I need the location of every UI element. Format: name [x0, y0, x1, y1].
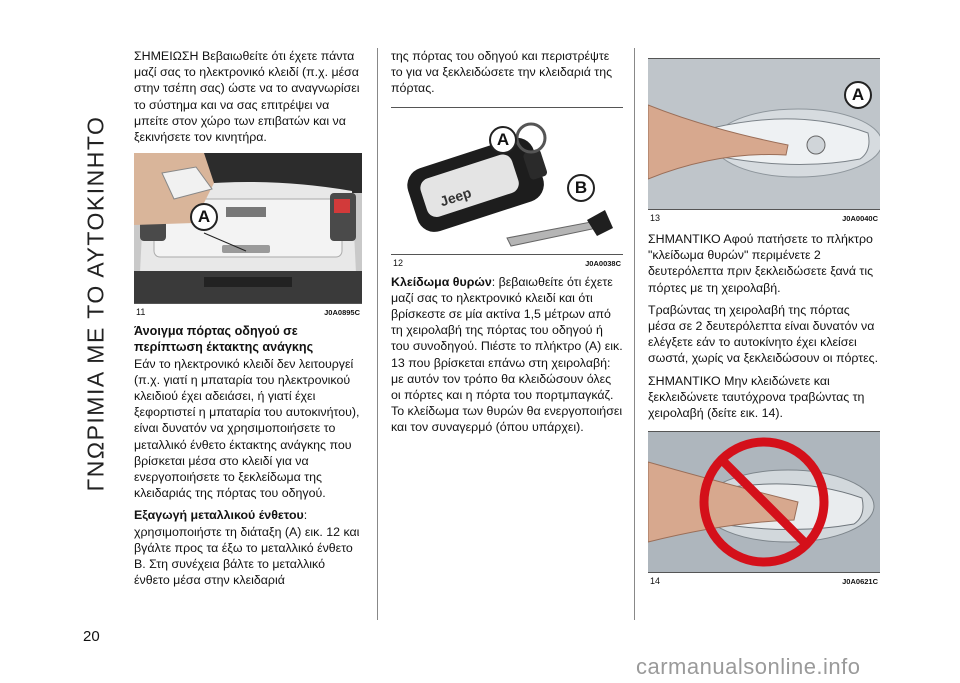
column-3: [648, 48, 880, 586]
page-number: 20: [83, 628, 100, 645]
important-note-2: ΣΗΜΑΝΤΙΚΟ Μην κλειδώνετε και ξεκλειδώνετε ταυτόχρονα τραβώντας τη χειρολαβή (δείτε εικ. 14).: [648, 373, 865, 421]
callout-b-label: B: [574, 177, 588, 197]
key-brand-label: Jeep: [437, 183, 474, 209]
figure-11: [134, 153, 362, 317]
figure-14-image: [648, 432, 880, 572]
figure-code: J0A0040C: [842, 214, 878, 223]
door-handle-press-illustration: [648, 59, 880, 209]
watermark: carmanualsonline.info: [636, 654, 861, 679]
chapter-side-title: [76, 48, 116, 558]
figure-number: 13: [650, 213, 661, 223]
metal-insert-text: : χρησιμοποιήστε τη διάταξη (A) εικ. 12 και βγάλτε προς τα έξω το μεταλλικό ένθετο B. Στη συνέχεια βάλτε το μεταλλικό ένθετο μέσα στην κλειδαριά: [134, 508, 360, 588]
callout-a-label: A: [197, 207, 211, 227]
note-paragraph: ΣΗΜΕΙΩΣΗ Βεβαιωθείτε ότι έχετε πάντα μαζί σας το ηλεκτρονικό κλειδί (π.χ. μέσα στην τσέπη σας) ώστε να το αναγνωρίσει το σύστημα και να σας επιτρέψει να μπείτε στον χώρο των επιβατών και να ξεκινήσετε τον κινητήρα.: [134, 49, 360, 145]
callout-a-label: A: [496, 129, 510, 149]
figure-12: [391, 107, 623, 268]
door-lock-paragraph: [391, 274, 623, 436]
figure-14: [648, 431, 880, 586]
figure-13-caption: [648, 209, 880, 223]
callout-b: [567, 174, 595, 202]
car-rear-illustration: [134, 153, 362, 303]
figure-code: J0A0038C: [585, 258, 621, 268]
figure-code: J0A0621C: [842, 577, 878, 587]
column-divider: [634, 48, 635, 620]
figure-number: 12: [393, 257, 404, 268]
metal-insert-paragraph: [134, 507, 362, 588]
door-lock-label: Κλείδωμα θυρών: [391, 274, 492, 289]
figure-14-caption: [648, 572, 880, 586]
continuation-paragraph: της πόρτας του οδηγού και περιστρέψτε το για να ξεκλειδώσετε την κλειδαριά της πόρτας.: [391, 49, 613, 96]
figure-11-caption: [134, 303, 362, 317]
figure-13: [648, 58, 880, 223]
figure-code: J0A0895C: [324, 308, 360, 318]
door-lock-text: : βεβαιωθείτε ότι έχετε μαζί σας το ηλεκτρονικό κλειδί και ότι βρίσκεστε σε μία ακτίνα 1,5 μέτρων από τη χειρολαβή της πόρτας του οδηγού ή του συνοδηγού. Πιέστε το πλήκτρο (A) εικ. 13 που βρίσκεται επάνω στη χειρολαβή: με αυτόν τον τρόπο θα κλειδώσουν όλες οι πόρτες και η πόρτα του πορτμπαγκάζ. Το κλείδωμα των θυρών θα ενεργοποιήσει και τον συναγερμό (όπου υπάρχει).: [391, 274, 623, 435]
figure-number: 11: [136, 307, 146, 318]
callout-a-label: A: [851, 85, 865, 104]
pull-handle-paragraph: Τραβώντας τη χειρολαβή της πόρτας μέσα σε 2 δευτερόλεπτα είναι δυνατόν να ελέγξετε εάν το αυτοκίνητο έχει κλείσει σωστά, χωρίς να ξεκλειδώσουν οι πόρτες.: [648, 302, 879, 366]
emergency-paragraph: Εάν το ηλεκτρονικό κλειδί δεν λειτουργεί (π.χ. γιατί η μπαταρία του ηλεκτρονικού κλειδιού έχει αδειάσει, ή γιατί έχει ξεφορτιστεί η μπαταρία του αυτοκινήτου), είναι δυνατόν να χρησιμοποιήσετε το μεταλλικό ένθετο έκτακτης ανάγκης που βρίσκεται μέσα στο κλειδί για να ενεργοποιήσετε το ξεκλείδωμα της κλειδαριάς της πόρτας του οδηγού.: [134, 356, 360, 501]
figure-13-image: [648, 59, 880, 209]
figure-12-image: [391, 112, 623, 254]
important-note-1: ΣΗΜΑΝΤΙΚΟ Αφού πατήσετε το πλήκτρο "κλείδωμα θυρών" περιμένετε 2 δευτερόλεπτα πριν ξεκλειδώσετε ξανά τις πόρτες με τη χειρολαβή.: [648, 232, 874, 295]
callout-a: [844, 81, 872, 109]
prohibited-handle-pull-illustration: [648, 432, 880, 572]
column-divider: [377, 48, 378, 620]
column-1: [134, 48, 362, 594]
chapter-title-text: ΓΝΩΡΙΜΙΑ ΜΕ ΤΟ ΑΥΤΟΚΙΝΗΤΟ: [82, 115, 109, 491]
callout-a: [489, 126, 517, 154]
section-heading: Άνοιγμα πόρτας οδηγού σε περίπτωση έκτακτης ανάγκης: [134, 324, 314, 355]
figure-11-image: [134, 153, 362, 303]
metal-insert-label: Εξαγωγή μεταλλικού ένθετου: [134, 508, 304, 523]
figure-number: 14: [650, 576, 661, 587]
figure-12-caption: [391, 254, 623, 268]
column-2: [391, 48, 623, 442]
